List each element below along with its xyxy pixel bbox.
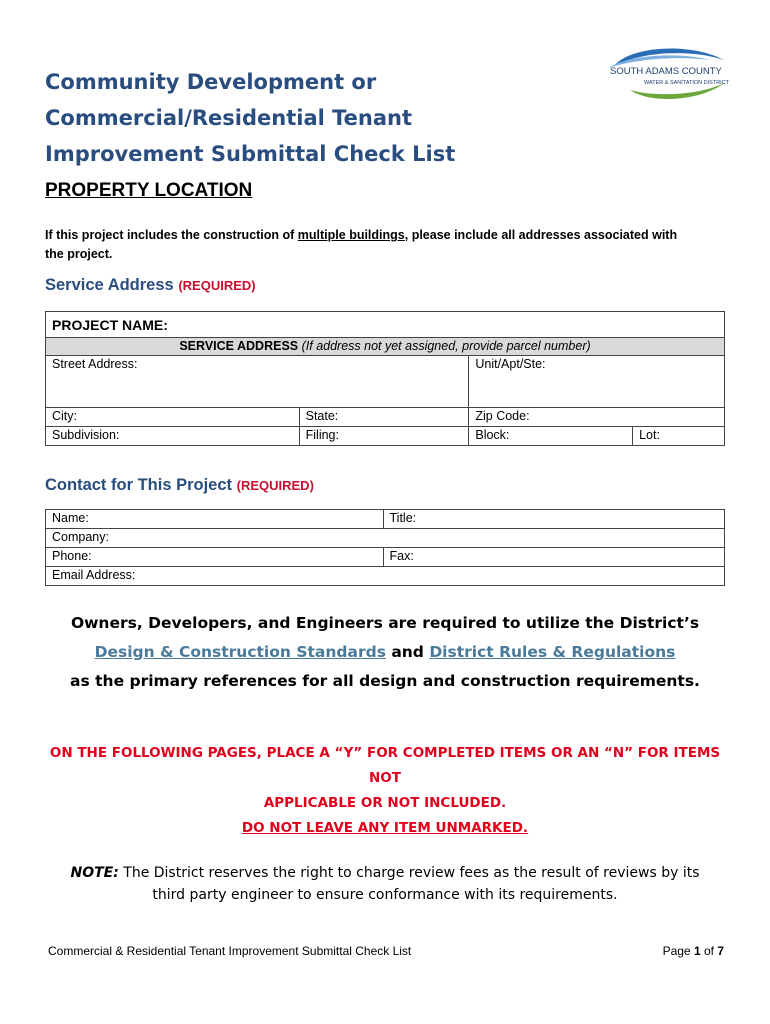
- district-logo: [600, 44, 730, 106]
- fax-field[interactable]: Fax:: [383, 548, 725, 567]
- service-address-table: [45, 311, 725, 446]
- service-address-heading: Service Address (REQUIRED): [45, 276, 256, 294]
- multiple-buildings-text: multiple buildings: [297, 228, 405, 242]
- contact-heading: Contact for This Project (REQUIRED): [45, 476, 314, 494]
- required-tag: (REQUIRED): [178, 278, 256, 293]
- logo-swoosh-icon: [600, 44, 730, 106]
- svg-text:WATER & SANITATION DISTRICT: WATER & SANITATION DISTRICT: [644, 80, 730, 86]
- rules-regulations-link[interactable]: District Rules & Regulations: [429, 643, 676, 661]
- street-address-field[interactable]: Street Address:: [46, 356, 469, 408]
- required-tag: (REQUIRED): [236, 478, 314, 493]
- lot-field[interactable]: Lot:: [633, 427, 725, 446]
- contact-name-field[interactable]: Name:: [46, 510, 384, 529]
- phone-field[interactable]: Phone:: [46, 548, 384, 567]
- zip-code-field[interactable]: Zip Code:: [469, 408, 725, 427]
- review-fee-note: NOTE: The District reserves the right to charge review fees as the result of reviews by its third party engineer to ensure conformance with its requirements.: [70, 865, 700, 903]
- svg-text:SOUTH ADAMS COUNTY: SOUTH ADAMS COUNTY: [610, 66, 722, 77]
- unit-field[interactable]: Unit/Apt/Ste:: [469, 356, 725, 408]
- service-address-band: SERVICE ADDRESS (If address not yet assigned, provide parcel number): [46, 338, 725, 356]
- design-standards-link[interactable]: Design & Construction Standards: [94, 643, 386, 661]
- contact-title-field[interactable]: Title:: [383, 510, 725, 529]
- company-field[interactable]: Company:: [46, 529, 725, 548]
- project-name-field[interactable]: PROJECT NAME:: [46, 312, 725, 338]
- contact-table: [45, 509, 725, 586]
- page-number: Page 1 of 7: [662, 944, 724, 958]
- city-field[interactable]: City:: [46, 408, 300, 427]
- title-line-3: Improvement Submittal Check List: [45, 142, 456, 166]
- document-title: [45, 64, 525, 172]
- marking-instructions: ON THE FOLLOWING PAGES, PLACE A “Y” FOR COMPLETED ITEMS OR AN “N” FOR ITEMS NOT APPLICABLE OR NOT INCLUDED. DO NOT LEAVE ANY ITEM UNMARKED.: [40, 741, 730, 841]
- state-field[interactable]: State:: [299, 408, 469, 427]
- references-paragraph: Owners, Developers, and Engineers are required to utilize the District’s Design & Construction Standards and District Rules & Regulations as the primary references for all design and construction requirements.: [70, 614, 700, 690]
- subdivision-field[interactable]: Subdivision:: [46, 427, 300, 446]
- filing-field[interactable]: Filing:: [299, 427, 469, 446]
- unmarked-warning: DO NOT LEAVE ANY ITEM UNMARKED.: [241, 820, 529, 836]
- title-line-1: Community Development or: [45, 70, 377, 94]
- property-location-intro: If this project includes the construction of multiple buildings, please include all addresses associated with the project.: [45, 228, 678, 261]
- property-location-heading: PROPERTY LOCATION: [45, 180, 253, 201]
- footer-title: Commercial & Residential Tenant Improvement Submittal Check List: [48, 944, 412, 958]
- block-field[interactable]: Block:: [469, 427, 633, 446]
- email-field[interactable]: Email Address:: [46, 567, 725, 586]
- title-line-2: Commercial/Residential Tenant: [45, 106, 413, 130]
